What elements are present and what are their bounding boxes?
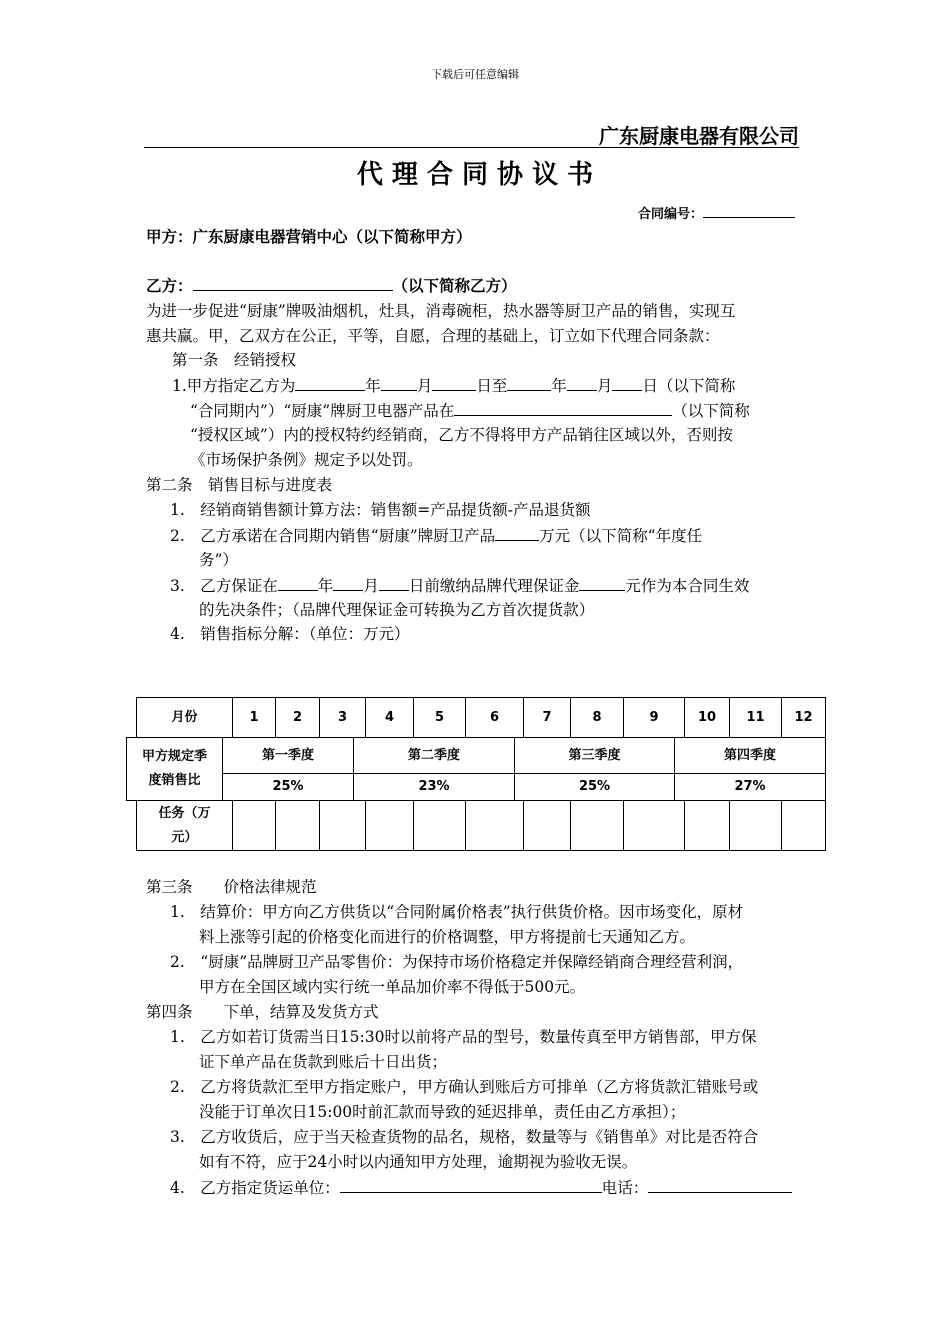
header-note: 下载后可任意编辑 [431, 68, 519, 81]
t: 月 [416, 377, 433, 395]
ratio-label: 甲方规定季度销售比 [126, 737, 223, 801]
blank[interactable] [381, 375, 417, 391]
t: “合同期内”）“厨康”牌厨卫电器产品在 [190, 402, 455, 420]
t: 2. 乙方承诺在合同期内销售“厨康”牌厨卫产品 [170, 527, 496, 545]
t: 年 [317, 577, 334, 595]
task-input-cell[interactable] [781, 800, 826, 851]
blank[interactable] [579, 575, 625, 591]
intro-line: 为进一步促进“厨康”牌吸油烟机，灶具，消毒碗柜，热水器等厨卫产品的销售，实现互 [146, 302, 736, 320]
article4-line: 3. 乙方收货后，应于当天检查货物的品名，规格，数量等与《销售单》对比是否符合 [170, 1128, 759, 1146]
t: 日至 [476, 377, 508, 395]
article2-item: 1. 经销商销售额计算方法：销售额=产品提货额-产品退货额 [170, 501, 591, 519]
party-a: 甲方：广东厨康电器营销中心（以下简称甲方） [146, 228, 472, 246]
t: 月 [363, 577, 379, 595]
t: 万元（以下简称“年度任 [539, 527, 703, 545]
month-cell: 2 [275, 697, 320, 738]
t: 电话： [601, 1179, 649, 1197]
t: 日（以下简称 [642, 377, 736, 395]
task-input-cell[interactable] [319, 800, 366, 851]
t: 年 [365, 377, 381, 395]
task-input-cell[interactable] [684, 800, 730, 851]
month-cell: 1 [232, 697, 276, 738]
party-b-blank[interactable] [193, 275, 393, 291]
region-blank[interactable] [454, 400, 672, 416]
article1-line [190, 400, 750, 421]
quarter-cell: 第四季度 [674, 737, 826, 774]
t: 年 [551, 377, 567, 395]
blank[interactable] [567, 375, 597, 391]
article4-line: 没能于订单次日15:00时前汇款而导致的延迟排单，责任由乙方承担）； [199, 1103, 686, 1121]
article2-item [170, 525, 702, 546]
article4-line: 如有不符，应于24小时以内通知甲方处理，逾期视为验收无误。 [199, 1153, 638, 1171]
blank[interactable] [507, 375, 551, 391]
phone-blank[interactable] [648, 1177, 792, 1193]
month-cell: 12 [781, 697, 826, 738]
t: 日前缴纳品牌代理保证金 [408, 577, 580, 595]
article4-line: 2. 乙方将货款汇至甲方指定账户，甲方确认到账后方可排单（乙方将货款汇错账号或 [170, 1078, 759, 1096]
party-b-suffix: （以下简称乙方） [392, 277, 517, 295]
article3-line: 2. “厨康”品牌厨卫产品零售价：为保持市场价格稳定并保障经销商合理经营利润， [170, 953, 744, 971]
contract-number-label: 合同编号： [638, 207, 704, 222]
blank[interactable] [432, 375, 476, 391]
article2-item: 务”） [199, 551, 238, 569]
blank[interactable] [278, 575, 318, 591]
company-name: 广东厨康电器有限公司 [599, 124, 799, 148]
task-input-cell[interactable] [570, 800, 624, 851]
task-input-cell[interactable] [465, 800, 524, 851]
month-label: 月份 [136, 697, 233, 738]
task-input-cell[interactable] [365, 800, 414, 851]
article4-line: 证下单产品在货款到账后十日出货； [199, 1053, 448, 1071]
ratio-cell: 23% [353, 773, 515, 801]
task-input-cell[interactable] [623, 800, 685, 851]
contract-number [638, 202, 795, 225]
article3-line: 1. 结算价：甲方向乙方供货以“合同附属价格表”执行供货价格。因市场变化，原材 [170, 903, 744, 921]
month-cell: 7 [523, 697, 571, 738]
article3-heading: 第三条 价格法律规范 [146, 878, 317, 896]
month-cell: 5 [413, 697, 466, 738]
month-cell: 8 [570, 697, 624, 738]
ratio-cell: 25% [222, 773, 354, 801]
article2-item: 的先决条件；（品牌代理保证金可转换为乙方首次提货款） [199, 601, 595, 619]
month-cell: 4 [365, 697, 414, 738]
blank[interactable] [295, 375, 365, 391]
quarter-cell: 第二季度 [353, 737, 515, 774]
blank[interactable] [379, 575, 409, 591]
article2-heading: 第二条 销售目标与进度表 [146, 476, 333, 494]
t: 3. 乙方保证在 [170, 577, 278, 595]
task-input-cell[interactable] [729, 800, 782, 851]
article3-line: 料上涨等引起的价格变化而进行的价格调整，甲方将提前七天通知乙方。 [199, 928, 696, 946]
ratio-cell: 25% [514, 773, 675, 801]
intro-line: 惠共赢。甲，乙双方在公正，平等，自愿，合理的基础上，订立如下代理合同条款： [146, 327, 720, 345]
article4-line [170, 1177, 792, 1198]
t: 月 [596, 377, 613, 395]
month-cell: 3 [319, 697, 366, 738]
task-input-cell[interactable] [275, 800, 320, 851]
contract-number-blank[interactable] [703, 202, 795, 218]
t: 元作为本合同生效 [625, 577, 750, 595]
article1-line [172, 375, 735, 396]
article4-line: 1. 乙方如若订货需当日15:30时以前将产品的型号，数量传真至甲方销售部，甲方保 [170, 1028, 757, 1046]
task-label: 任务（万元） [136, 800, 233, 851]
ratio-cell: 27% [674, 773, 826, 801]
article1-heading: 第一条 经销授权 [172, 351, 297, 369]
month-cell: 11 [729, 697, 782, 738]
month-cell: 9 [623, 697, 685, 738]
party-b-label: 乙方： [146, 277, 193, 295]
article1-line: “授权区域”）内的授权特约经销商，乙方不得将甲方产品销往区域以外，否则按 [190, 426, 733, 444]
document-title: 代 理 合 同 协 议 书 [356, 160, 594, 190]
task-input-cell[interactable] [523, 800, 571, 851]
t: 1.甲方指定乙方为 [172, 377, 296, 395]
article1-line: 《市场保护条例》规定予以处罚。 [190, 451, 423, 469]
blank[interactable] [612, 375, 642, 391]
carrier-blank[interactable] [340, 1177, 602, 1193]
t: 4. 乙方指定货运单位： [170, 1179, 340, 1197]
t: （以下简称 [672, 402, 750, 420]
month-cell: 10 [684, 697, 730, 738]
blank[interactable] [333, 575, 363, 591]
article3-line: 甲方在全国区域内实行统一单品加价率不得低于500元。 [199, 978, 586, 996]
blank[interactable] [495, 525, 539, 541]
quarter-cell: 第一季度 [222, 737, 354, 774]
month-cell: 6 [465, 697, 524, 738]
party-b [146, 275, 517, 296]
article4-heading: 第四条 下单，结算及发货方式 [146, 1003, 379, 1021]
article2-item [170, 575, 749, 596]
article2-item: 4. 销售指标分解：（单位：万元） [170, 625, 410, 643]
quarter-cell: 第三季度 [514, 737, 675, 774]
task-input-cell[interactable] [413, 800, 466, 851]
task-input-cell[interactable] [232, 800, 276, 851]
